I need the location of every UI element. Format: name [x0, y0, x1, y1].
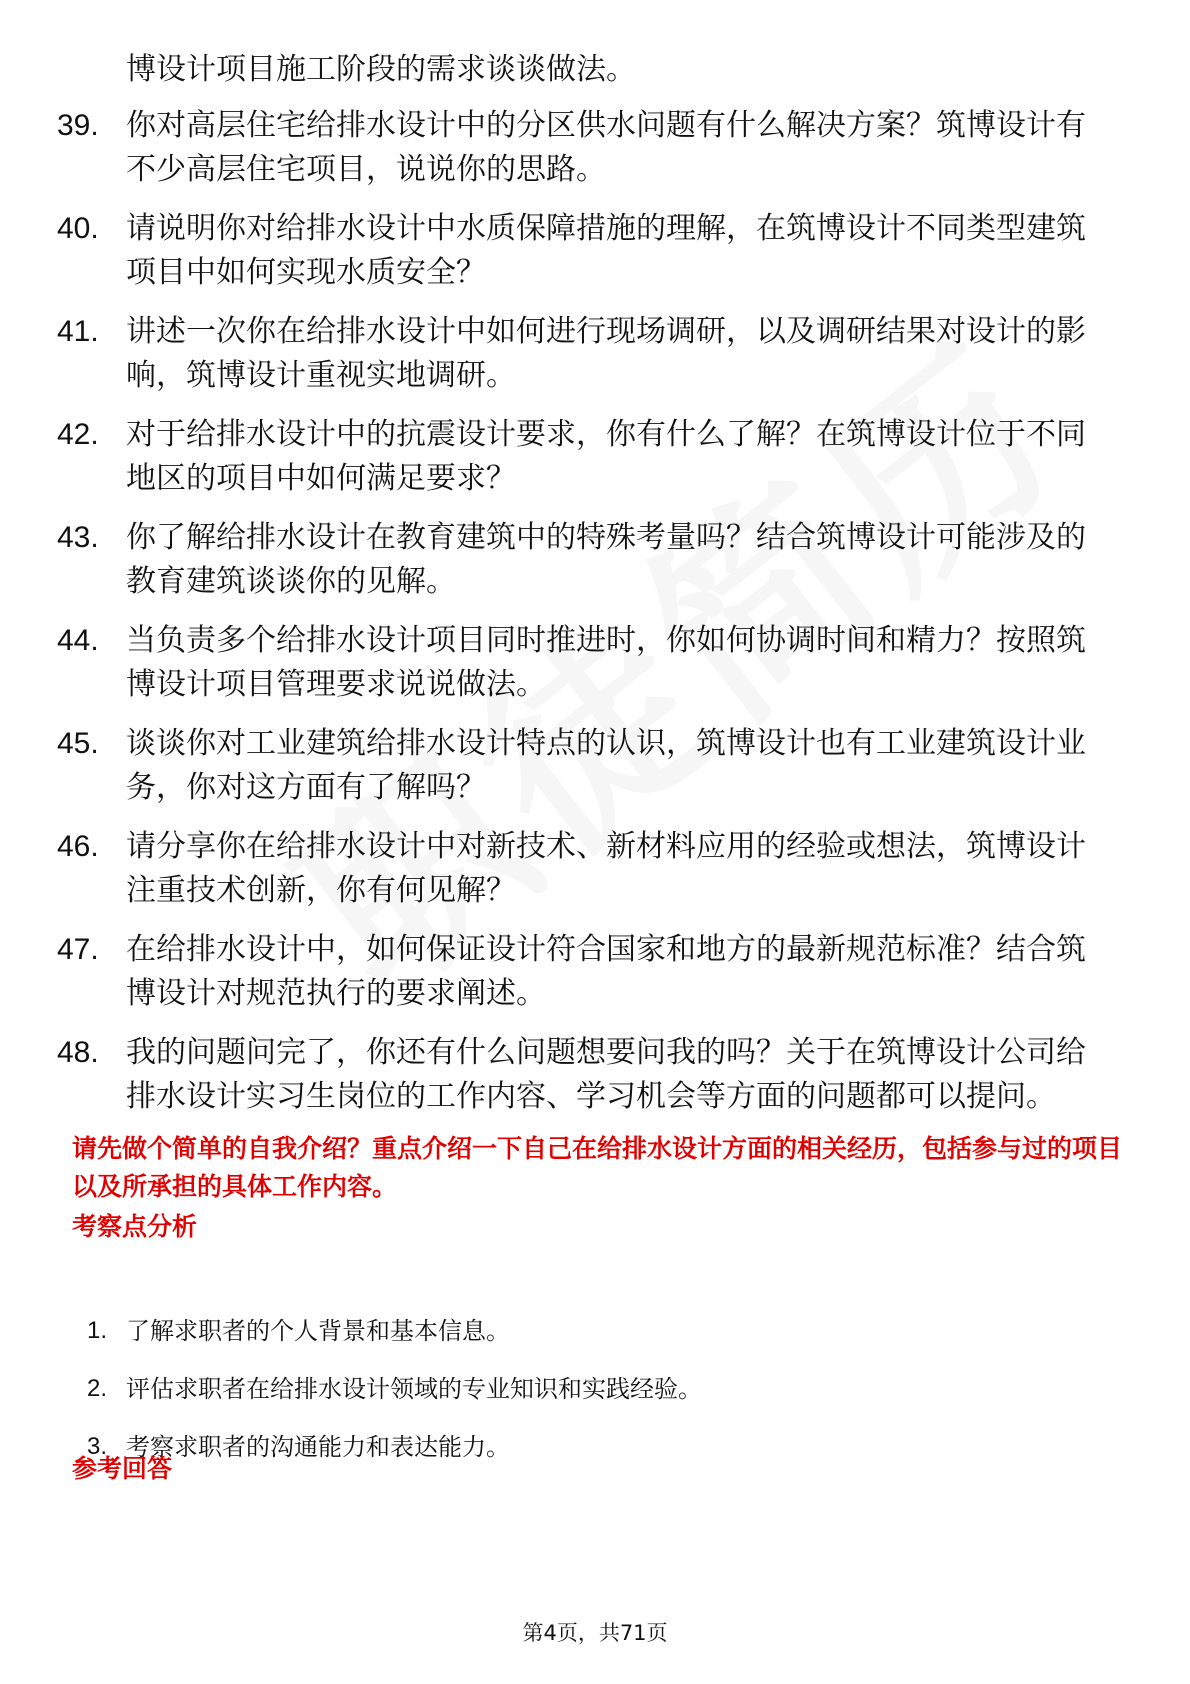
question-item [0, 825, 1106, 913]
question-number: 42. [57, 418, 99, 451]
question-text: 谈谈你对工业建筑给排水设计特点的认识，筑博设计也有工业建筑设计业务，你对这方面有了解吗？ [126, 726, 1086, 805]
question-number: 41. [57, 315, 99, 348]
question-item [0, 1031, 1106, 1119]
question-item [0, 928, 1106, 1016]
question-item [0, 516, 1106, 604]
page-footer: 第4页，共71页 [522, 1621, 668, 1645]
answer-heading: 参考回答 [72, 1454, 173, 1483]
question-number: 46. [57, 830, 99, 863]
analysis-heading: 考察点分析 [72, 1212, 198, 1241]
analysis-text: 考察求职者的沟通能力和表达能力。 [126, 1433, 510, 1461]
question-number: 48. [57, 1036, 99, 1069]
analysis-item [0, 1372, 1190, 1406]
question-list [0, 104, 1190, 1134]
question-text: 对于给排水设计中的抗震设计要求，你有什么了解？在筑博设计位于不同地区的项目中如何满足要求？ [126, 417, 1086, 496]
question-text: 讲述一次你在给排水设计中如何进行现场调研，以及调研结果对设计的影响，筑博设计重视实地调研。 [126, 314, 1086, 393]
question-continuation: 博设计项目施工阶段的需求谈谈做法。 [126, 52, 636, 87]
question-item [0, 104, 1106, 192]
question-item [0, 310, 1106, 398]
question-text: 你对高层住宅给排水设计中的分区供水问题有什么解决方案？筑博设计有不少高层住宅项目，说说你的思路。 [126, 108, 1086, 187]
analysis-number: 2. [87, 1375, 108, 1402]
analysis-item [0, 1430, 1190, 1464]
question-item [0, 413, 1106, 501]
analysis-number: 1. [87, 1317, 108, 1344]
question-item [0, 207, 1106, 295]
question-text: 请分享你在给排水设计中对新技术、新材料应用的经验或想法，筑博设计注重技术创新，你有何见解？ [126, 829, 1086, 908]
question-text: 你了解给排水设计在教育建筑中的特殊考量吗？结合筑博设计可能涉及的教育建筑谈谈你的见解。 [126, 520, 1086, 599]
question-text: 在给排水设计中，如何保证设计符合国家和地方的最新规范标准？结合筑博设计对规范执行的要求阐述。 [126, 932, 1086, 1011]
analysis-text: 了解求职者的个人背景和基本信息。 [126, 1317, 510, 1345]
analysis-item [0, 1314, 1190, 1348]
question-text: 当负责多个给排水设计项目同时推进时，你如何协调时间和精力？按照筑博设计项目管理要求说说做法。 [126, 623, 1086, 702]
analysis-text: 评估求职者在给排水设计领域的专业知识和实践经验。 [126, 1375, 702, 1403]
analysis-list [0, 1314, 1190, 1488]
question-text: 我的问题问完了，你还有什么问题想要问我的吗？关于在筑博设计公司给排水设计实习生岗位的工作内容、学习机会等方面的问题都可以提问。 [126, 1035, 1086, 1114]
question-item [0, 722, 1106, 810]
highlight-question: 请先做个简单的自我介绍？重点介绍一下自己在给排水设计方面的相关经历，包括参与过的项目以及所承担的具体工作内容。 [72, 1134, 1123, 1201]
question-item [0, 619, 1106, 707]
question-number: 39. [57, 109, 99, 142]
question-number: 45. [57, 727, 99, 760]
analysis-number: 3. [87, 1433, 108, 1460]
question-number: 43. [57, 521, 99, 554]
question-number: 40. [57, 212, 99, 245]
question-text: 请说明你对给排水设计中水质保障措施的理解，在筑博设计不同类型建筑项目中如何实现水质安全？ [126, 211, 1086, 290]
question-number: 44. [57, 624, 99, 657]
question-number: 47. [57, 933, 99, 966]
